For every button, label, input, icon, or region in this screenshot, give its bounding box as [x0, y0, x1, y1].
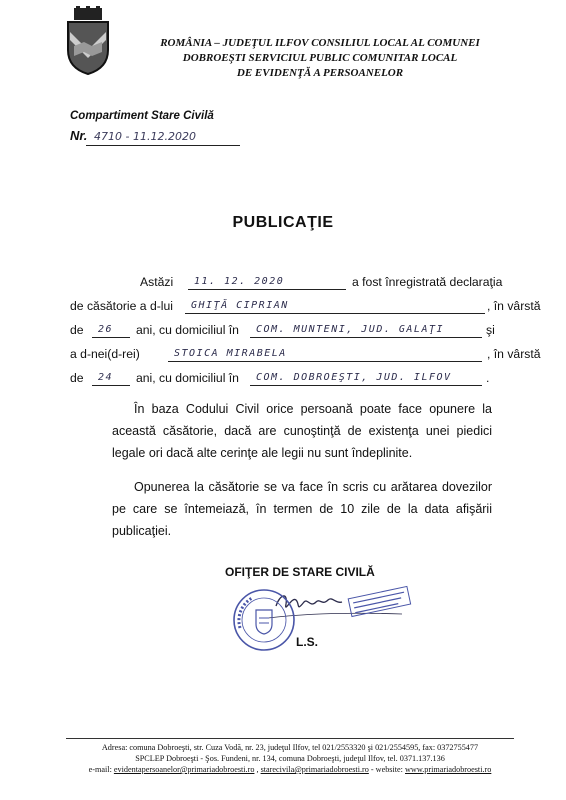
declaration-date: 11. 12. 2020: [188, 275, 346, 290]
footer-spclep: SPCLEP Dobroeşti - Şos. Fundeni, nr. 134, comuna Dobroeşti, judeţul Ilfov, tel. 0371.137.136: [135, 754, 445, 763]
locus-sigilli: L.S.: [296, 635, 319, 649]
website-label: website:: [375, 765, 403, 774]
email-link-evidenta[interactable]: evidentapersoanelor@primariadobroesti.ro: [113, 765, 255, 774]
bride-age: 24: [92, 371, 130, 386]
header-line-3: DE EVIDENŢĂ A PERSOANELOR: [236, 67, 404, 79]
registration-number: 4710 - 11.12.2020: [86, 128, 240, 146]
text-si: şi: [486, 323, 495, 337]
paragraph-opposition-procedure: Opunerea la căsătorie se va face în scris cu arătarea dovezilor pe care se întemeiază, în termen de 10 zile de la data afişării publicaţiei.: [112, 480, 492, 538]
footer: [66, 742, 514, 775]
document-title: PUBLICAŢIE: [232, 214, 334, 231]
text-age-2: , în vârstă: [487, 347, 541, 361]
website-link[interactable]: www.primariadobroesti.ro: [405, 765, 492, 774]
header-line-2: DOBROEŞTI SERVICIUL PUBLIC COMUNITAR LOCAL: [182, 52, 458, 64]
groom-address: COM. MUNTENI, JUD. GALAŢI: [250, 323, 482, 338]
header-line-1: ROMÂNIA – JUDEŢUL ILFOV CONSILIUL LOCAL AL COMUNEI: [160, 37, 480, 49]
text-astazi: Astăzi: [140, 275, 174, 289]
text-registered: a fost înregistrată declaraţia: [352, 275, 503, 289]
bride-name: STOICA MIRABELA: [168, 347, 482, 362]
official-stamp-icon: [232, 588, 296, 652]
signatory-title: OFIŢER DE STARE CIVILĂ: [225, 565, 375, 579]
email-label: e-mail:: [88, 765, 112, 774]
bride-address: COM. DOBROEŞTI, JUD. ILFOV: [250, 371, 482, 386]
nr-label: Nr.: [70, 128, 88, 143]
paragraph-opposition-right: În baza Codului Civil orice persoană poate face opunere la această căsătorie, dacă are cunoştinţă de existenţa unei piedici legale ori dacă alte cerinţe ale legii nu sunt îndeplinite.: [112, 402, 492, 460]
text-de-2: de: [70, 371, 84, 385]
text-bride-intro: a d-nei(d-rei): [70, 347, 140, 361]
text-period: .: [486, 371, 490, 385]
institution-header: [120, 36, 520, 81]
footer-divider: [66, 738, 514, 739]
coat-of-arms-icon: [64, 6, 112, 76]
groom-name: GHIŢĂ CIPRIAN: [185, 299, 485, 314]
text-groom-intro: de căsătorie a d-lui: [70, 299, 173, 313]
footer-contact: e-mail: evidentapersoanelor@primariadobroesti.ro , starecivila@primariadobroesti.ro - website: www.primariadobroesti.ro: [88, 765, 492, 774]
email-link-starecivila[interactable]: starecivila@primariadobroesti.ro: [260, 765, 369, 774]
compartment-label: Compartiment Stare Civilă: [70, 110, 214, 122]
footer-address: Adresa: comuna Dobroeşti, str. Cuza Vodă, nr. 23, judeţul Ilfov, tel 021/2553320 şi 021/2554595, fax: 0372755477: [101, 743, 479, 752]
groom-age: 26: [92, 323, 130, 338]
text-domicile-2: ani, cu domiciliul în: [136, 371, 239, 385]
text-de-1: de: [70, 323, 84, 337]
text-age-1: , în vârstă: [487, 299, 541, 313]
text-domicile-1: ani, cu domiciliul în: [136, 323, 239, 337]
